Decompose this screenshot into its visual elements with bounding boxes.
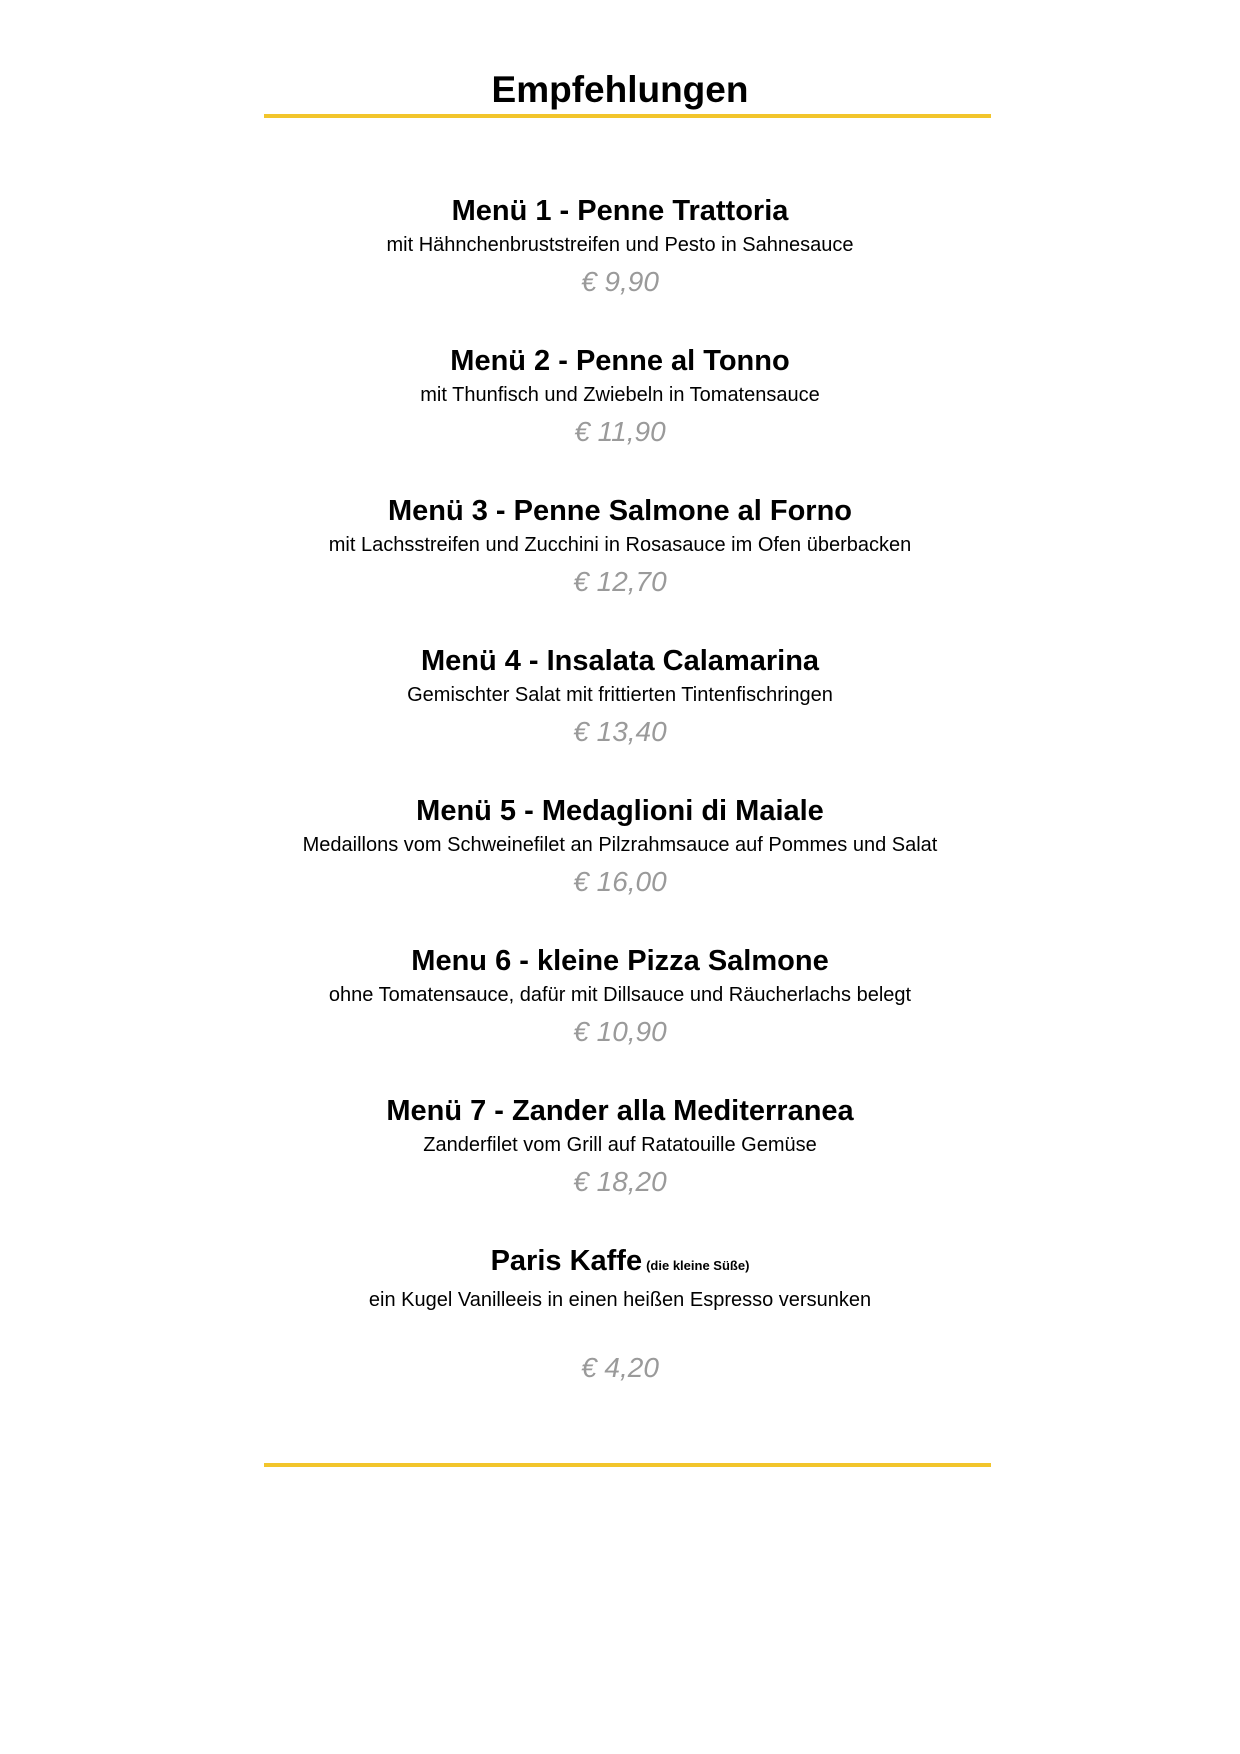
top-divider [264,114,991,118]
menu-item-price: € 18,20 [573,1166,667,1197]
menu-item-price: € 4,20 [581,1352,659,1383]
menu-item-description: Medaillons vom Schweinefilet an Pilzrahmsauce auf Pommes und Salat [302,834,938,856]
menu-item-title: Menü 2 - Penne al Tonno [450,345,790,377]
menu-item-description: ein Kugel Vanilleeis in einen heißen Espresso versunken [368,1289,872,1311]
menu-item-7 [0,1093,1240,1201]
menu-item-title-text: Paris Kaffe [490,1245,643,1277]
menu-item-3 [0,493,1240,601]
menu-item-2 [0,343,1240,451]
menu-item-title: Menü 5 - Medaglioni di Maiale [416,795,824,827]
menu-item-title: Menü 7 - Zander alla Mediterranea [386,1095,854,1127]
page-title: Empfehlungen [491,69,749,110]
menu-item-8 [0,1243,1240,1387]
menu-item-4 [0,643,1240,751]
menu-item-6 [0,943,1240,1051]
menu-item-5 [0,793,1240,901]
menu-item-description: mit Hähnchenbruststreifen und Pesto in Sahnesauce [386,234,854,256]
menu-item-description: ohne Tomatensauce, dafür mit Dillsauce und Räucherlachs belegt [328,984,912,1006]
bottom-divider [264,1463,991,1467]
menu-item-price: € 12,70 [573,566,667,597]
menu-item-description: Gemischter Salat mit frittierten Tintenfischringen [407,684,833,706]
menu-item-1 [0,193,1240,301]
menu-item-price: € 9,90 [581,266,659,297]
menu-item-title: Menü 4 - Insalata Calamarina [420,645,820,677]
menu-item-price: € 13,40 [573,716,667,747]
menu-item-title: Menu 6 - kleine Pizza Salmone [411,945,829,977]
menu-item-description: Zanderfilet vom Grill auf Ratatouille Gemüse [423,1134,817,1156]
menu-item-price: € 11,90 [574,416,666,447]
menu-item-title: Menü 3 - Penne Salmone al Forno [387,495,853,527]
menu-item-price: € 16,00 [573,866,667,897]
menu-item-price: € 10,90 [573,1016,667,1047]
menu-item-description: mit Lachsstreifen und Zucchini in Rosasauce im Ofen überbacken [328,534,912,556]
menu-item-title [0,1243,1240,1284]
menu-item-note: (die kleine Süße) [646,1258,750,1273]
menu-item-description: mit Thunfisch und Zwiebeln in Tomatensauce [420,384,820,406]
menu-item-title: Menü 1 - Penne Trattoria [451,195,789,227]
